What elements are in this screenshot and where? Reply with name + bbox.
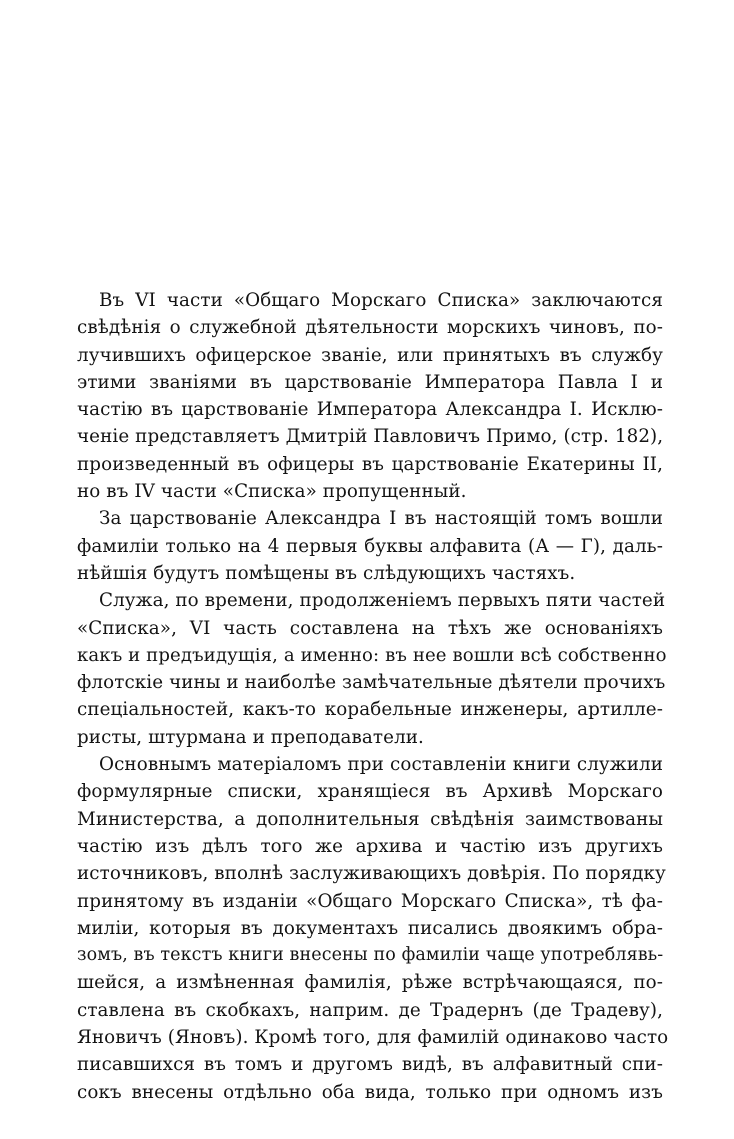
body-text [77,287,669,1106]
paragraph-4 [77,751,669,1106]
text-line: формулярные списки, хранящіеся въ Архивѣ Морскаго [77,781,663,803]
text-line: сокъ внесены отдѣльно оба вида, только при одномъ изъ [77,1081,663,1103]
text-line: ставлена въ скобкахъ, наприм. де Традернъ (де Традеву), [77,999,663,1021]
text-line: частію изъ дѣлъ того же архива и частію изъ другихъ [77,835,663,857]
text-line: какъ и предъидущія, а именно: въ нее вошли всѣ собственно [77,644,667,666]
paragraph-2 [77,505,663,587]
text-line: Министерства, а дополнительныя свѣдѣнія заимствованы [77,808,663,830]
paragraph-3 [77,587,667,751]
text-line: писавшихся въ томъ и другомъ видѣ, въ алфавитный спи- [77,1054,663,1076]
text-line: этими званіями въ царствованіе Императора Павла I и [77,371,663,393]
text-line: За царствованіе Александра I въ настоящій томъ вошли [99,508,663,530]
text-line: ристы, штурмана и преподаватели. [77,726,424,748]
text-line: свѣдѣнія о служебной дѣятельности морскихъ чиновъ, по- [77,317,663,339]
text-line: но въ IV части «Списка» пропущенный. [77,481,467,503]
text-line: Служа, по времени, продолженіемъ первыхъ пяти частей [99,590,666,612]
text-line: нѣйшія будутъ помѣщены въ слѣдующихъ частяхъ. [77,562,576,584]
text-line: лучившихъ офицерское званіе, или принятыхъ въ службу [77,344,663,366]
text-line: принятому въ изданіи «Общаго Морскаго Списка», тѣ фа- [77,890,663,912]
text-line: зомъ, въ текстъ книги внесены по фамиліи чаще употреблявь- [77,945,664,966]
text-line: произведенный въ офицеры въ царствованіе Екатерины II, [77,453,663,475]
text-line: миліи, которыя въ документахъ писались двоякимъ обра- [77,917,663,939]
text-line: Основнымъ матеріаломъ при составленіи книги служили [99,754,663,776]
text-line: Яновичъ (Яновъ). Кромѣ того, для фамилій одинаково часто [77,1027,669,1049]
text-line: фамиліи только на 4 первыя буквы алфавита (А — Г), даль- [77,535,663,557]
text-line: «Списка», VI часть составлена на тѣхъ же основаніяхъ [77,617,663,639]
paragraph-1 [77,287,663,505]
text-line: ченіе представляетъ Дмитрій Павловичъ Примо, (стр. 182), [77,426,664,448]
text-line: спеціальностей, какъ-то корабельные инженеры, артилле- [77,699,663,721]
text-line: шейся, а измѣненная фамилія, рѣже встрѣчающаяся, по- [77,972,663,994]
text-line: Въ VI части «Общаго Морскаго Списка» заключаются [99,290,663,311]
text-line: источниковъ, вполнѣ заслуживающихъ довѣрія. По порядку [77,863,666,885]
text-line: флотскіе чины и наиболѣе замѣчательные дѣятели прочихъ [77,672,666,694]
text-line: частію въ царствованіе Императора Александра I. Исклю- [77,399,663,421]
